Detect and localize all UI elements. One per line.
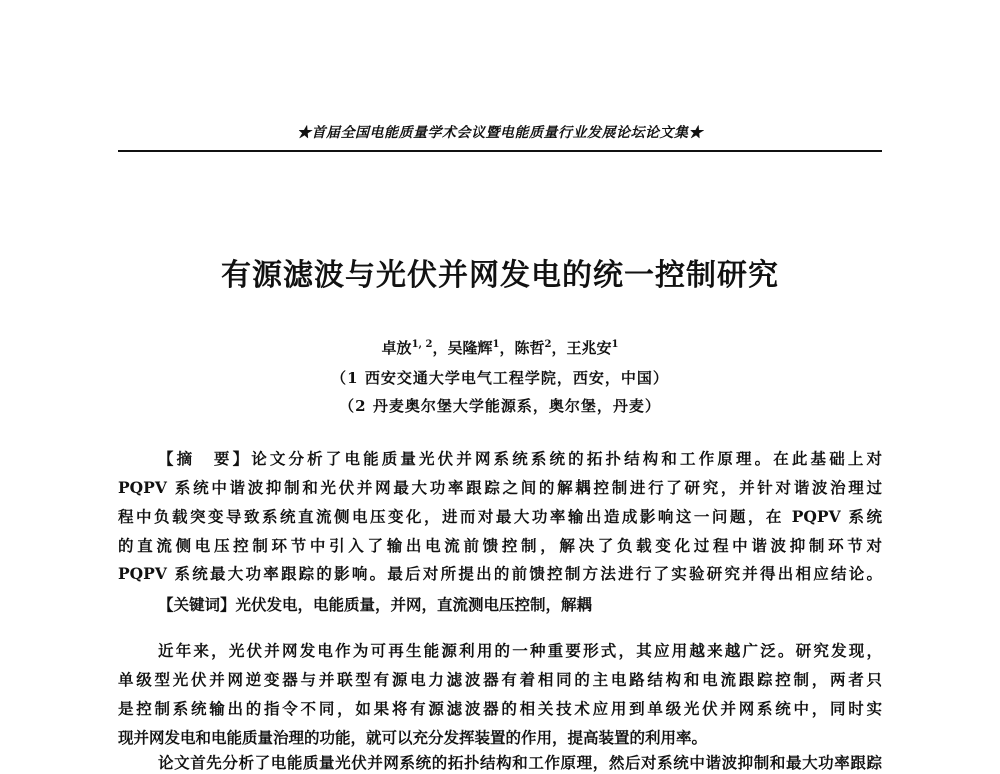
header-rule (118, 150, 882, 152)
abstract-line (158, 448, 882, 470)
keywords-text: 光伏发电，电能质量，并网，直流测电压控制，解耦 (235, 595, 593, 614)
body-line: 单级型光伏并网逆变器与并联型有源电力滤波器有着相同的主电路结构和电流跟踪控制，两者只 (118, 670, 882, 689)
keywords-label: 【关键词】 (158, 595, 236, 614)
author-affil-marker: 1, 2 (411, 339, 433, 350)
abstract-line: PQPV 系统最大功率跟踪的影响。最后对所提出的前馈控制方法进行了实验研究并得出相应结论。 (118, 564, 882, 583)
abstract-line: 程中负载突变导致系统直流侧电压变化，进而对最大功率输出造成影响这一问题，在 PQPV 系统 (118, 507, 882, 526)
author-affil-marker: 2 (544, 339, 552, 350)
author-separator: ， (499, 339, 515, 357)
author-affil-marker: 1 (611, 339, 619, 350)
body-line-cut-off: 论文首先分析了电能质量光伏并网系统的拓扑结构和工作原理，然后对系统中谐波抑制和最大功率跟踪 (158, 753, 882, 772)
abstract-line: 的直流侧电压控制环节中引入了输出电流前馈控制，解决了负载变化过程中谐波抑制环节对 (118, 536, 882, 555)
body-line: 是控制系统输出的指令不同，如果将有源滤波器的相关技术应用到单级光伏并网系统中，同时实 (118, 699, 882, 718)
paper-title: 有源滤波与光伏并网发电的统一控制研究 (221, 258, 779, 293)
author-name: 卓放 (381, 339, 412, 357)
body-line: 现并网发电和电能质量治理的功能，就可以充分发挥装置的作用，提高装置的利用率。 (118, 728, 708, 747)
author-name: 王兆安 (566, 339, 612, 357)
running-header: ★首届全国电能质量学术会议暨电能质量行业发展论坛论文集★ (297, 125, 703, 141)
author-list (100, 338, 900, 358)
author-name: 陈哲 (514, 339, 545, 357)
body-line: 近年来，光伏并网发电作为可再生能源利用的一种重要形式，其应用越来越广泛。研究发现， (158, 641, 882, 660)
keywords-line (158, 594, 882, 616)
affiliation-2: （2 丹麦奥尔堡大学能源系，奥尔堡，丹麦） (339, 397, 661, 415)
abstract-line: PQPV 系统中谐波抑制和光伏并网最大功率跟踪之间的解耦控制进行了研究，并针对谐波治理过 (118, 478, 882, 497)
author-affil-marker: 1 (492, 339, 500, 350)
author-separator: ， (551, 339, 567, 357)
affiliation-1: （1 西安交通大学电气工程学院，西安，中国） (331, 369, 669, 387)
author-separator: ， (432, 339, 448, 357)
author-name: 吴隆辉 (447, 339, 493, 357)
abstract-label: 【摘 要】 (158, 449, 252, 468)
abstract-text: 论文分析了电能质量光伏并网系统系统的拓扑结构和工作原理。在此基础上对 (251, 449, 882, 468)
